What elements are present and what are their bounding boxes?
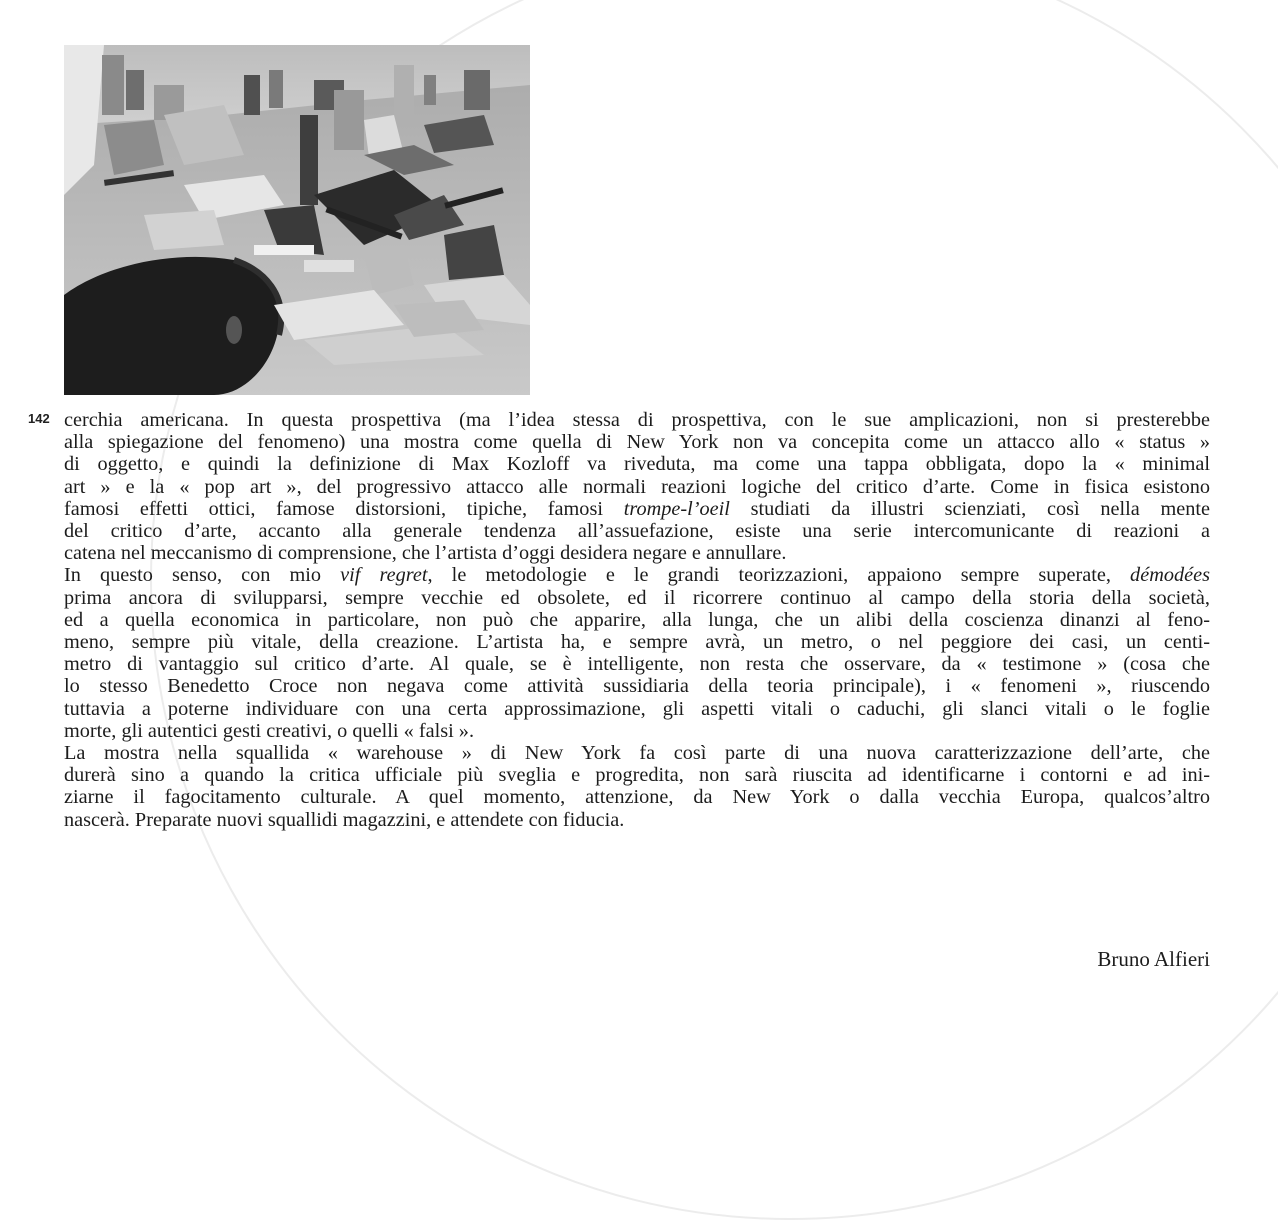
text-line: La mostra nella squallida « warehouse » di New York fa così parte di una nuova caratterizzazione dell’arte, che — [64, 742, 1210, 765]
text-line: art » e la « pop art », del progressivo attacco alle normali reazioni logiche del critico d’arte. Come in fisica esistono — [64, 475, 1210, 498]
text-line: lo stesso Benedetto Croce non negava come attività sussidiaria della teoria principale), i « fenomeni », riuscendo — [64, 675, 1210, 698]
paragraph — [64, 742, 1210, 831]
text-line: tuttavia a poterne individuare con una certa approssimazione, gli aspetti vitali o caduchi, gli slanci vitali o le foglie — [64, 697, 1210, 720]
text-line: famosi effetti ottici, famose distorsioni, tipiche, famosi trompe-l’oeil studiati da illustri scienziati, così nella mente — [64, 497, 1210, 520]
text-line: ed a quella economica in particolare, non può che apparire, alla lunga, che un alibi della coscienza dinanzi al feno- — [64, 608, 1210, 631]
paragraph — [64, 409, 1210, 564]
author-signature: Bruno Alfieri — [1097, 947, 1210, 971]
text-line: metro di vantaggio sul critico d’arte. Al quale, se è intelligente, non resta che osservare, da « testimone » (cosa che — [64, 653, 1210, 676]
text-line: ziarne il fagocitamento culturale. A quel momento, attenzione, da New York o dalla vecchia Europa, qualcos’altro — [64, 786, 1210, 809]
text-line: nascerà. Preparate nuovi squallidi magazzini, e attendete con fiducia. — [64, 808, 625, 831]
sculpture-installation-photo — [64, 45, 530, 395]
text-line: cerchia americana. In questa prospettiva (ma l’idea stessa di prospettiva, con le sue amplicazioni, non si presterebbe — [64, 409, 1210, 431]
text-line: alla spiegazione del fenomeno) una mostra come quella di New York non va concepita come un attacco allo « status » — [64, 431, 1210, 454]
text-line: di oggetto, e quindi la definizione di Max Kozloff va riveduta, ma come una tappa obbligata, dopo la « minimal — [64, 453, 1210, 476]
text-line: morte, gli autentici gesti creativi, o quelli « falsi ». — [64, 719, 475, 742]
paragraph — [64, 564, 1210, 742]
article-body — [64, 409, 1210, 831]
text-line: meno, sempre più vitale, della creazione. L’artista ha, e sempre avrà, un metro, o nel peggiore dei casi, un centi- — [64, 631, 1210, 654]
page-number: 142 — [28, 411, 50, 426]
installation-photo — [64, 45, 530, 395]
text-line: catena nel meccanismo di comprensione, che l’artista d’oggi desidera negare e annullare. — [64, 542, 787, 565]
text-line: In questo senso, con mio vif regret, le metodologie e le grandi teorizzazioni, appaiono sempre superate, démodées — [64, 564, 1211, 587]
text-line: durerà sino a quando la critica ufficiale più sveglia e progredita, non sarà riuscita ad identificarne i contorni e ad ini- — [64, 764, 1210, 787]
text-line: del critico d’arte, accanto alla generale tendenza all’assuefazione, esiste una serie intercomunicante di reazioni a — [64, 520, 1210, 543]
text-line: prima ancora di svilupparsi, sempre vecchie ed obsolete, ed il ricorrere continuo al campo della storia della società, — [64, 586, 1210, 609]
